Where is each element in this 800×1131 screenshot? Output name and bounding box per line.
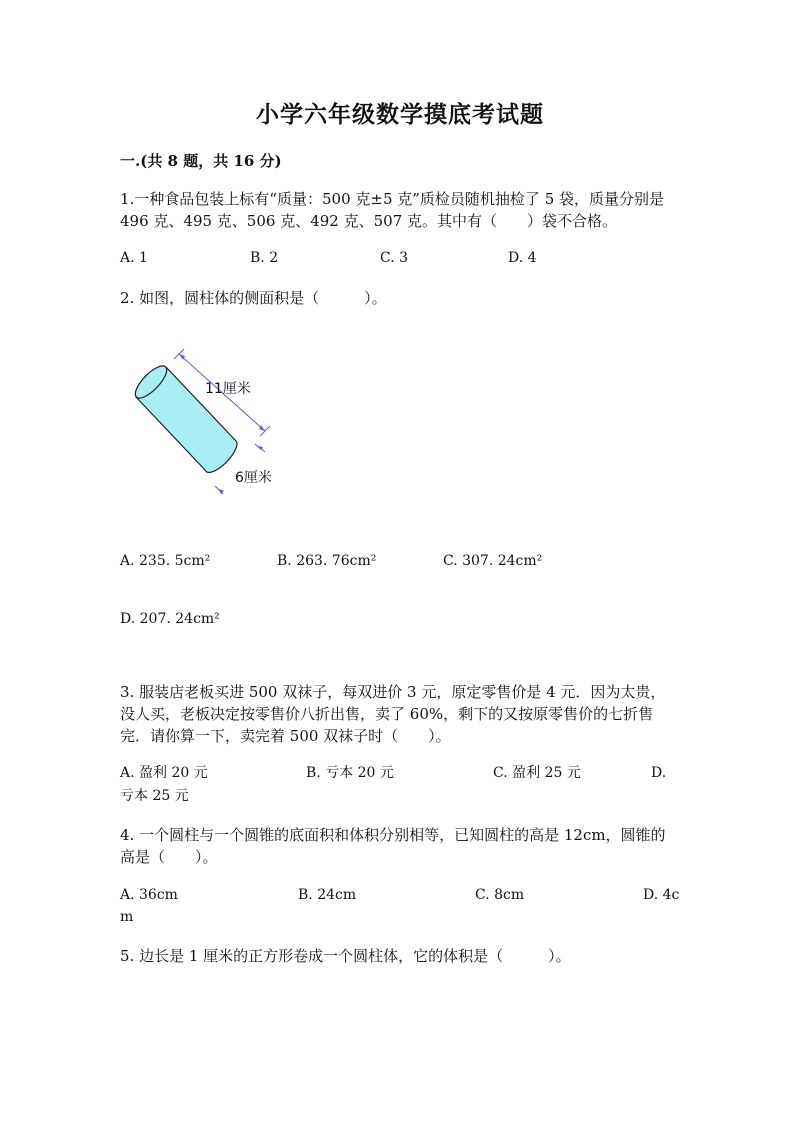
q3-option-d[interactable]: D. xyxy=(651,765,667,781)
q3-option-b[interactable]: B. 亏本 20 元 xyxy=(306,765,394,781)
q3-option-a[interactable]: A. 盈利 20 元 xyxy=(120,765,208,781)
q1-option-d[interactable]: D. 4 xyxy=(508,250,537,266)
q4-option-b[interactable]: B. 24cm xyxy=(298,887,357,903)
cylinder-diagram xyxy=(115,340,295,510)
question-1-text: 1.一种食品包装上标有“质量：500 克±5 克”质检员随机抽检了 5 袋，质量分别是 496 克、495 克、506 克、492 克、507 克。其中有（ ）袋不合格。 xyxy=(120,190,665,230)
q1-option-c[interactable]: C. 3 xyxy=(380,250,409,266)
q3-option-c[interactable]: C. 盈利 25 元 xyxy=(493,765,581,781)
diameter-label: 6厘米 xyxy=(235,470,272,486)
q2-option-c[interactable]: C. 307. 24cm² xyxy=(443,553,543,569)
question-4-text: 4. 一个圆柱与一个圆锥的底面积和体积分别相等，已知圆柱的高是 12cm，圆锥的高是（ ）。 xyxy=(120,826,666,866)
q4-option-d-cont: m xyxy=(120,909,134,925)
q1-option-a[interactable]: A. 1 xyxy=(120,250,148,266)
question-2-text: 2. 如图，圆柱体的侧面积是（ ）。 xyxy=(120,289,387,307)
question-5-text: 5. 边长是 1 厘米的正方形卷成一个圆柱体，它的体积是（ ）。 xyxy=(120,947,571,965)
length-label: 11厘米 xyxy=(205,381,251,397)
cylinder-figure xyxy=(115,340,295,510)
q4-option-d[interactable]: D. 4c xyxy=(643,887,680,903)
question-3-text: 3. 服装店老板买进 500 双袜子，每双进价 3 元，原定零售价是 4 元．因为太贵，没人买，老板决定按零售价八折出售，卖了 60%，剩下的又按原零售价的七折售完．请你算一下，卖完着 500 双袜子时（ ）。 xyxy=(120,683,666,745)
q2-option-d[interactable]: D. 207. 24cm² xyxy=(120,611,220,627)
q4-option-c[interactable]: C. 8cm xyxy=(475,887,525,903)
page-title: 小学六年级数学摸底考试题 xyxy=(256,101,544,128)
q3-option-d-cont: 亏本 25 元 xyxy=(120,788,189,804)
q2-option-a[interactable]: A. 235. 5cm² xyxy=(120,553,211,569)
section-heading: 一.(共 8 题，共 16 分) xyxy=(120,152,282,170)
q1-option-b[interactable]: B. 2 xyxy=(250,250,279,266)
q4-option-a[interactable]: A. 36cm xyxy=(120,887,178,903)
q2-option-b[interactable]: B. 263. 76cm² xyxy=(277,553,377,569)
